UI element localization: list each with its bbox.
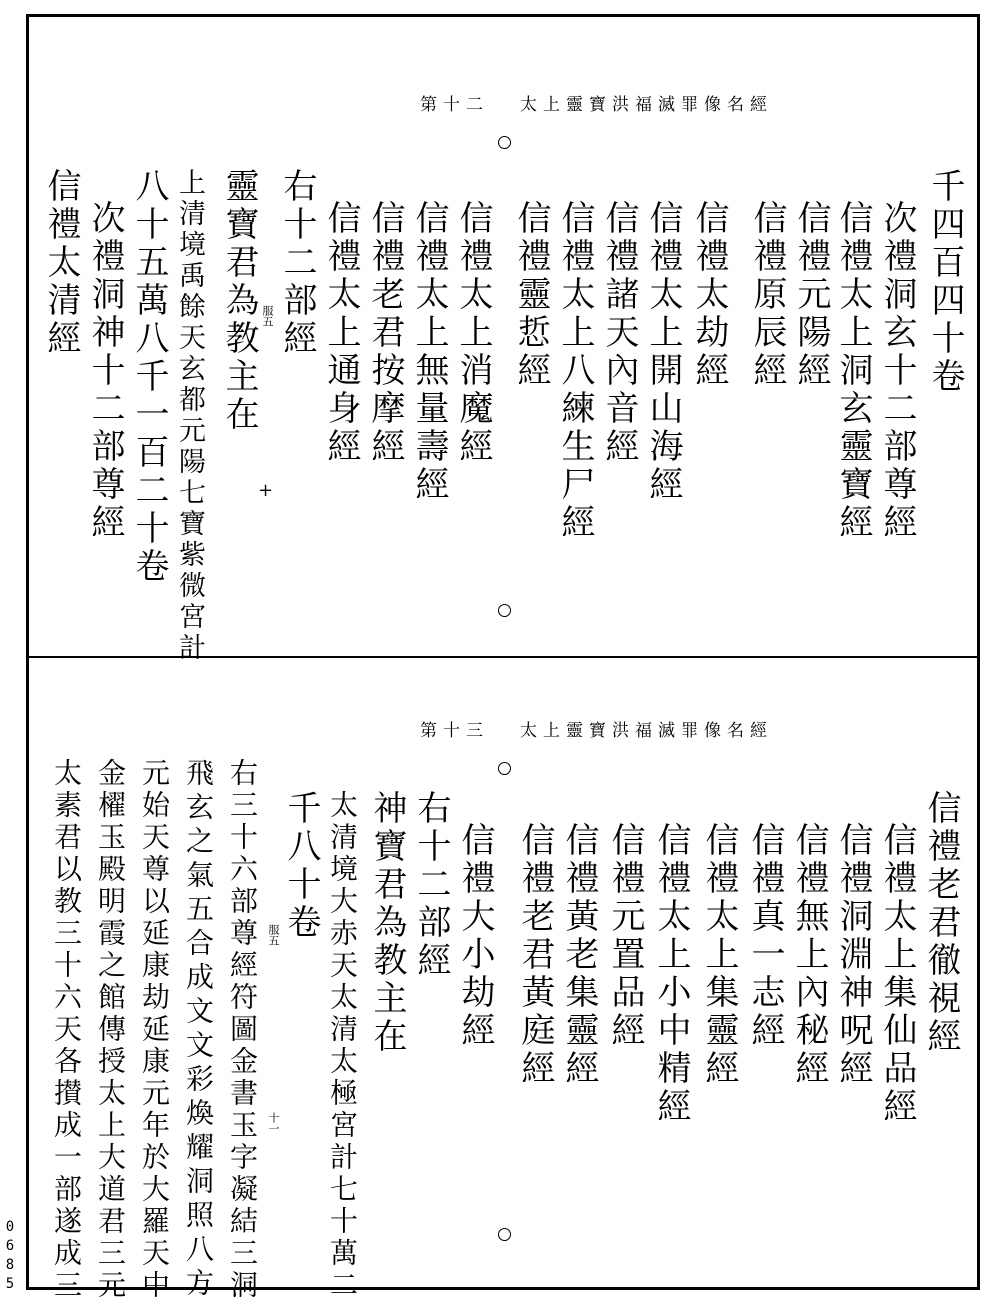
top-header-chapter: 第十二 [420,95,489,115]
text-column: 信禮元置品經 [605,822,645,1050]
text-column: 信禮太上開山海經 [643,200,683,504]
text-column: 信禮太清經 [41,168,81,358]
text-column: 信禮太上洞玄靈寶經 [833,200,873,542]
text-column: 信禮原辰經 [747,200,787,390]
binding-hole [498,136,511,149]
text-column: 信禮太上小中精經 [651,822,691,1126]
text-column: 信禮真一志經 [745,822,785,1050]
text-column: 信禮靈悊經 [511,200,551,390]
text-column: 信禮太上八練生尸經 [555,200,595,542]
text-column: 右十二部經 [277,168,317,358]
text-column: 次禮洞神十二部尊經 [85,200,125,542]
margin-note: 服五 [267,924,280,946]
text-column: 靈寶君為教主在 [219,168,259,434]
top-header-title: 太上靈寶洪福滅罪像名經 [520,95,773,115]
text-column: 元始天尊以延康劫延康元年於大羅天中 [138,758,171,1302]
text-column: 信禮老君徹視經 [921,790,961,1056]
text-column: 信禮諸天內音經 [599,200,639,466]
binding-hole [498,604,511,617]
text-column: 飛玄之氣五合成文文彩煥耀洞照八方 [182,758,215,1302]
text-column: 信禮無上內秘經 [789,822,829,1088]
text-column: 太清境大赤天太清太極宮計七十萬二 [326,790,359,1302]
text-column: 信禮太上集仙品經 [877,822,917,1126]
text-column: 太素君以教三十六天各攅成一部遂成三 [50,758,83,1302]
text-column: 次禮洞玄十二部尊經 [877,200,917,542]
text-column: 信禮洞淵神呪經 [833,822,873,1088]
text-column: 上清境禹餘天玄都元陽七寶紫微宮計 [174,168,205,664]
text-column: 信禮大小劫經 [455,822,495,1050]
margin-note: 服五 [261,305,274,327]
binding-hole [498,1228,511,1241]
text-column: 千四百四十卷 [925,168,965,396]
registration-mark: + [258,480,274,501]
text-column: 信禮太上消魔經 [453,200,493,466]
text-column: 八十五萬八千一百二十卷 [129,168,169,586]
text-column: 信禮太上通身經 [321,200,361,466]
text-column: 信禮老君按摩經 [365,200,405,466]
text-column: 信禮黃老集靈經 [559,822,599,1088]
text-column: 神寶君為教主在 [367,790,407,1056]
text-column: 信禮老君黃庭經 [515,822,555,1088]
page-number: 0685 [5,1219,15,1292]
text-column: 右十二部經 [411,790,451,980]
text-column: 信禮太上集靈經 [699,822,739,1088]
margin-note: 十一 [267,1112,280,1134]
text-column: 金櫂玉殿明霞之館傳授太上大道君三元 [94,758,127,1302]
binding-hole [498,762,511,775]
text-column: 千八十卷 [281,790,321,942]
text-column: 信禮太劫經 [689,200,729,390]
text-column: 信禮太上無量壽經 [409,200,449,504]
text-column: 右三十六部尊經符圖金書玉字凝結三洞 [226,758,259,1302]
bottom-header-chapter: 第十三 [420,721,489,741]
panel-divider [26,656,980,658]
text-column: 信禮元陽經 [791,200,831,390]
bottom-header-title: 太上靈寶洪福滅罪像名經 [520,721,773,741]
